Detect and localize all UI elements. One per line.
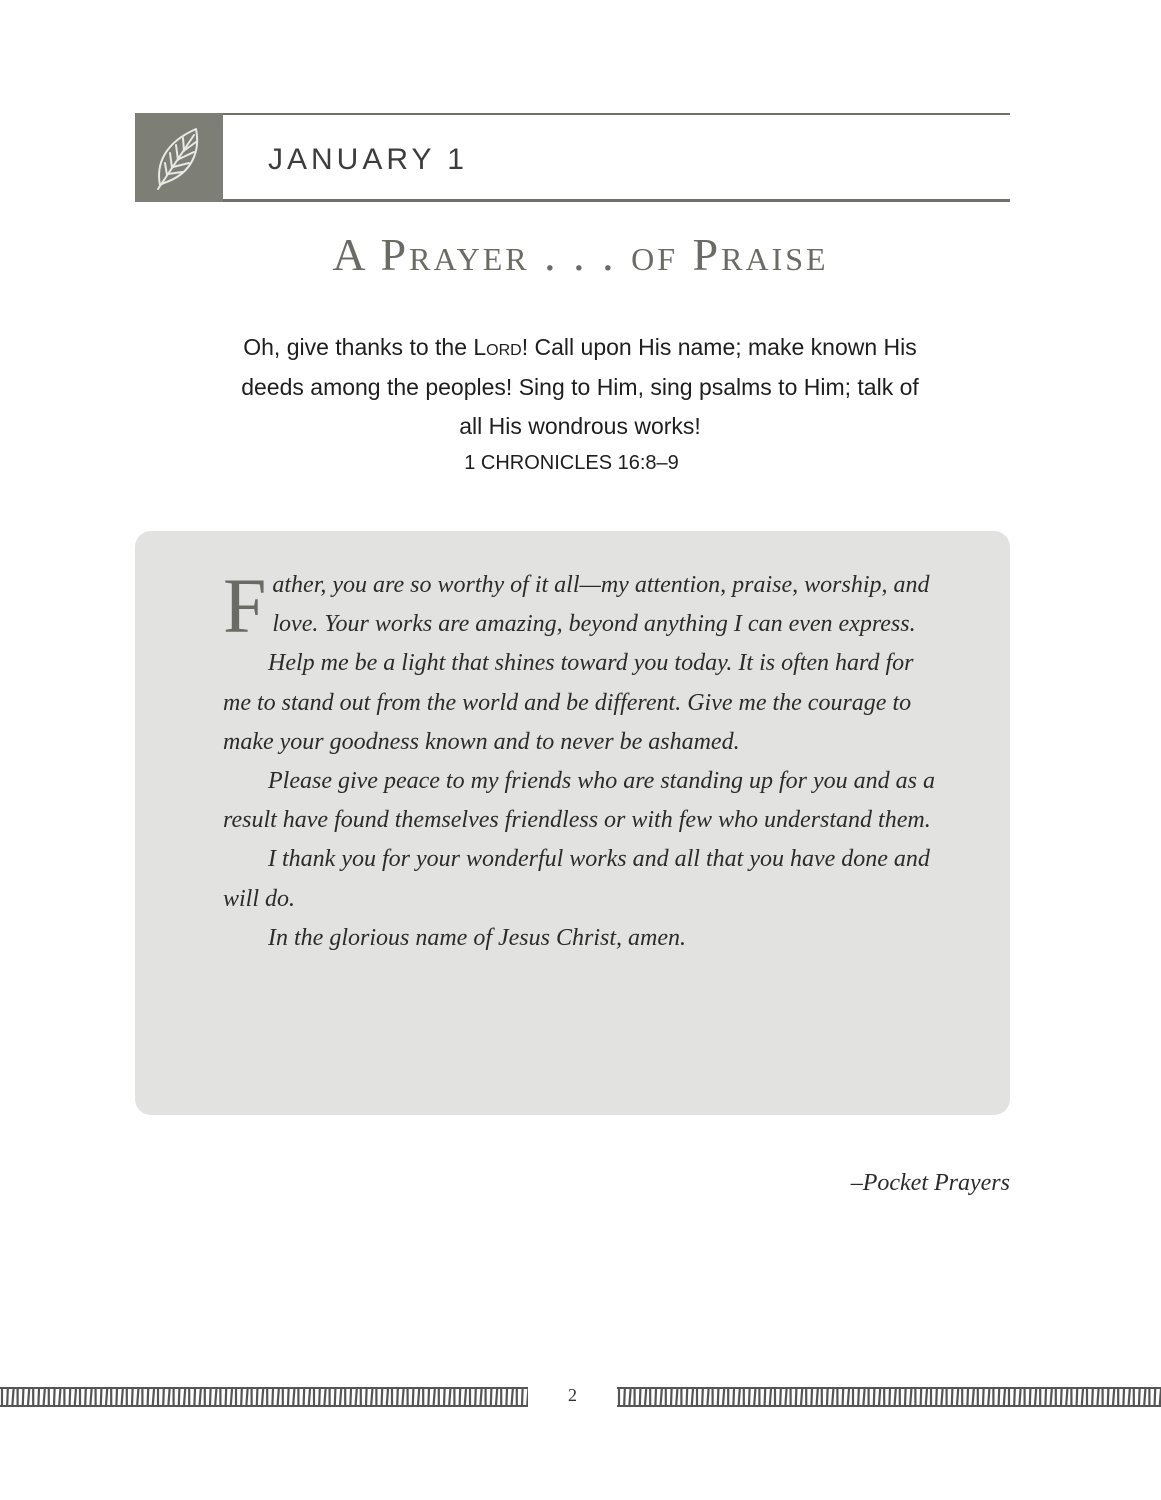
leaf-icon [154, 125, 204, 191]
verse-lord: Lord [473, 334, 522, 360]
drop-cap: F [223, 562, 267, 649]
page-title: A Prayer . . . of Praise [332, 229, 829, 280]
attribution: –Pocket Prayers [850, 1170, 1010, 1196]
prayer-paragraph: Help me be a light that shines toward you today. It is often hard for me to stand out from the world and be different. Give me the courage to make your goodness known and to never be ashamed. [223, 650, 914, 755]
prayer-paragraph: In the glorious name of Jesus Christ, amen. [268, 924, 686, 951]
decorative-border-left [0, 1386, 528, 1408]
prayer-paragraph [223, 562, 943, 649]
prayer-paragraph: Please give peace to my friends who are standing up for you and as a result have found themselves friendless or with few who understand them. [223, 768, 936, 834]
header-rule-top [135, 113, 1010, 115]
header-rule-bottom [135, 199, 1010, 202]
prayer-paragraph: I thank you for your wonderful works and all that you have done and will do. [223, 846, 930, 912]
prayer-text [223, 562, 943, 958]
prayer-paragraph-text: ather, you are so worthy of it all—my attention, praise, worship, and love. Your works are amazing, beyond anything I can even express. [272, 572, 930, 638]
scripture-verse [230, 328, 930, 447]
verse-part-2: ! Call upon His name; make known His deeds among the peoples! Sing to Him, sing psalms to Him; talk of all His wondrous works! [241, 334, 919, 439]
page-number: 2 [568, 1385, 577, 1405]
date-heading: JANUARY 1 [268, 143, 468, 176]
decorative-border-right [617, 1386, 1161, 1408]
verse-part-1: Oh, give thanks to the [243, 334, 474, 360]
leaf-badge [135, 113, 223, 202]
verse-reference: 1 CHRONICLES 16:8–9 [464, 452, 679, 474]
